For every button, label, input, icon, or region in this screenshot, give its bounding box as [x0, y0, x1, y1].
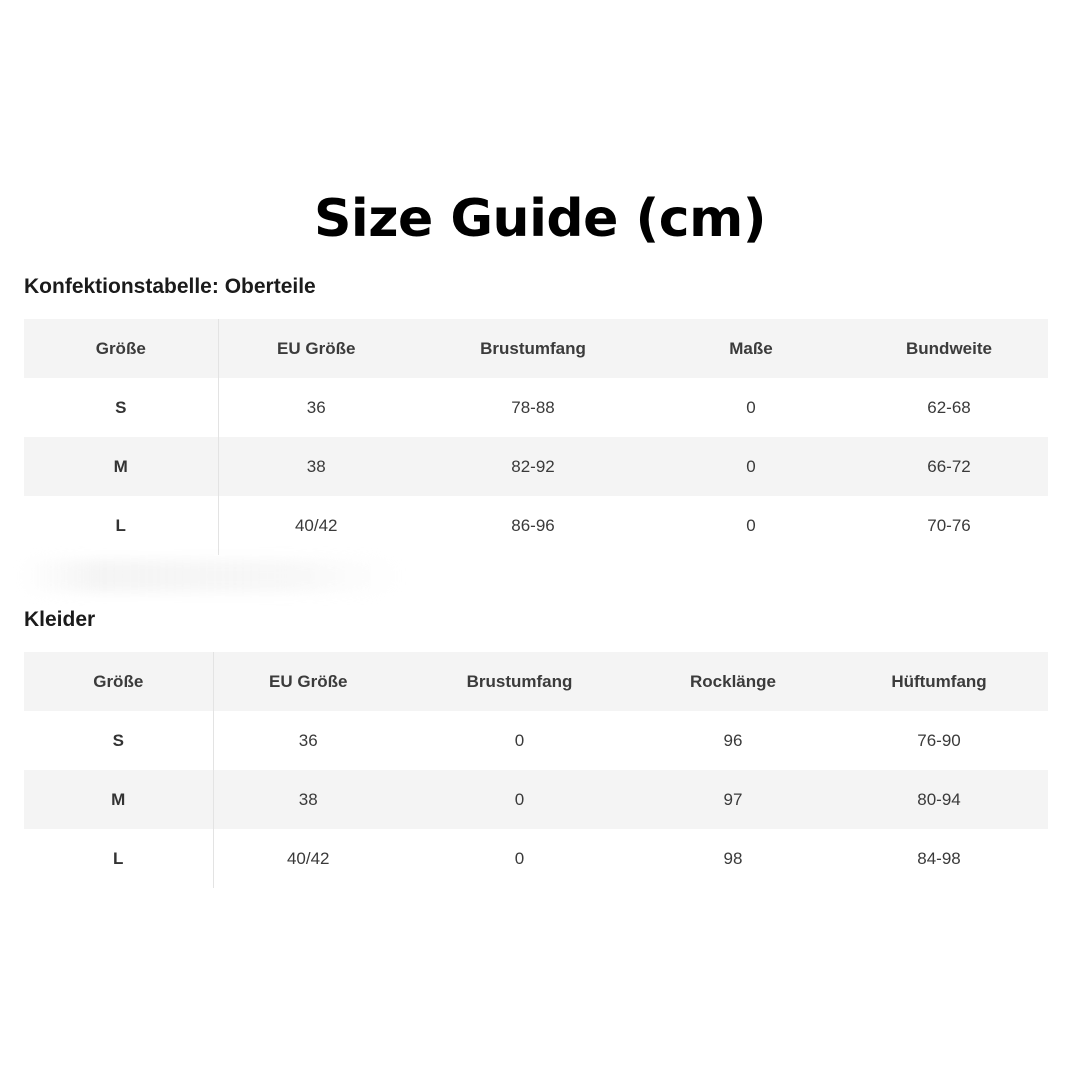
table-cell: 36	[218, 378, 414, 437]
table-cell: 84-98	[830, 829, 1048, 888]
size-cell: S	[24, 378, 218, 437]
section-heading-tops: Konfektionstabelle: Oberteile	[24, 275, 316, 298]
table-row	[24, 437, 1048, 496]
column-header: Rocklänge	[636, 652, 830, 711]
table-row	[24, 378, 1048, 437]
table-cell: 0	[652, 437, 850, 496]
column-header: Größe	[24, 652, 213, 711]
column-header: Größe	[24, 319, 218, 378]
table-cell: 40/42	[213, 829, 403, 888]
table-cell: 36	[213, 711, 403, 770]
table-cell: 38	[218, 437, 414, 496]
table-cell: 78-88	[414, 378, 652, 437]
table-cell: 98	[636, 829, 830, 888]
table-cell: 0	[652, 496, 850, 555]
table-cell: 62-68	[850, 378, 1048, 437]
table-cell: 82-92	[414, 437, 652, 496]
table-cell: 80-94	[830, 770, 1048, 829]
table-cell: 96	[636, 711, 830, 770]
column-header: Bundweite	[850, 319, 1048, 378]
size-cell: M	[24, 770, 213, 829]
table-row	[24, 829, 1048, 888]
size-cell: S	[24, 711, 213, 770]
size-cell: M	[24, 437, 218, 496]
table-cell: 38	[213, 770, 403, 829]
table-row	[24, 770, 1048, 829]
table-cell: 66-72	[850, 437, 1048, 496]
column-header: Brustumfang	[414, 319, 652, 378]
blurred-strip	[20, 560, 400, 592]
table-cell: 40/42	[218, 496, 414, 555]
size-table-tops	[24, 319, 1049, 555]
table-header-row	[24, 319, 1048, 378]
column-header: EU Größe	[213, 652, 403, 711]
section-heading-dresses: Kleider	[24, 608, 96, 631]
size-table-dresses	[24, 652, 1049, 888]
table-cell: 86-96	[414, 496, 652, 555]
page-title: Size Guide (cm)	[313, 189, 767, 249]
table-cell: 0	[403, 829, 636, 888]
table-header-row	[24, 652, 1048, 711]
column-header: Brustumfang	[403, 652, 636, 711]
size-cell: L	[24, 496, 218, 555]
table-cell: 70-76	[850, 496, 1048, 555]
column-header: Hüftumfang	[830, 652, 1048, 711]
column-header: EU Größe	[218, 319, 414, 378]
table-cell: 0	[652, 378, 850, 437]
size-cell: L	[24, 829, 213, 888]
table-cell: 0	[403, 711, 636, 770]
table-cell: 76-90	[830, 711, 1048, 770]
table-row	[24, 711, 1048, 770]
table-cell: 97	[636, 770, 830, 829]
table-row	[24, 496, 1048, 555]
table-cell: 0	[403, 770, 636, 829]
column-header: Maße	[652, 319, 850, 378]
